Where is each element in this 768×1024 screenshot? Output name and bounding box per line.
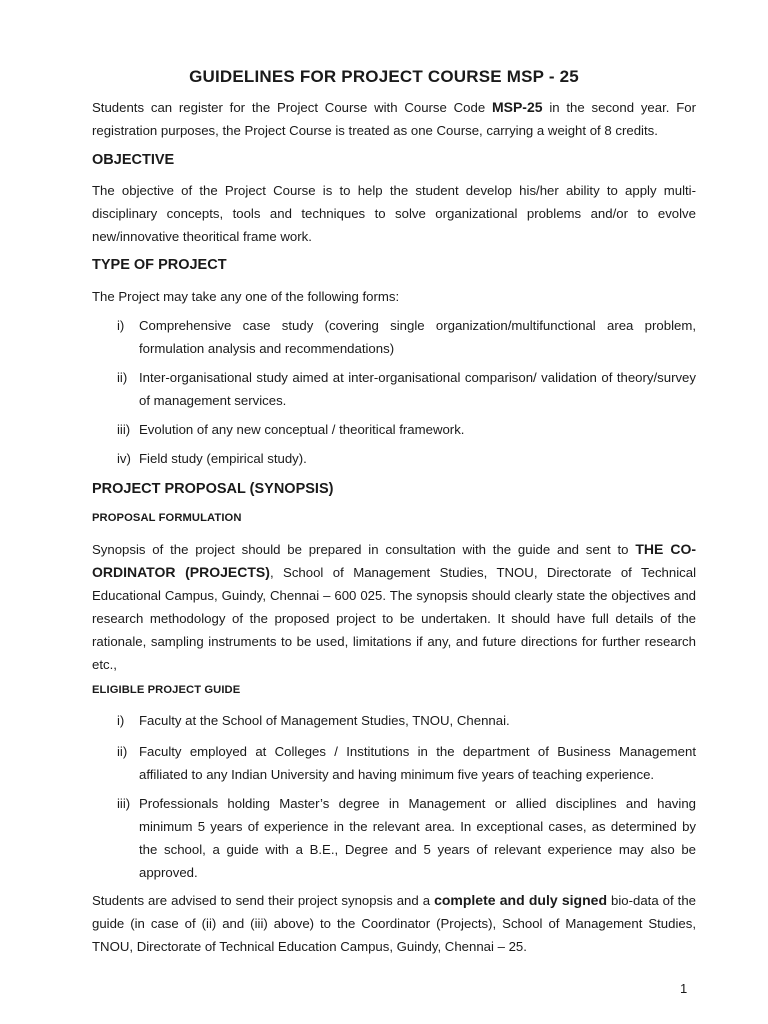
intro-text-post: in the second year. For registration purposes, the Project Course is treated as one Course, carrying a weight of 8 credits. — [92, 100, 696, 138]
list-item — [117, 792, 696, 884]
proposal-text-pre: Synopsis of the project should be prepared in consultation with the guide and sent to — [92, 542, 636, 557]
list-item — [117, 366, 696, 412]
page-title: GUIDELINES FOR PROJECT COURSE MSP - 25 — [189, 67, 579, 86]
type-of-project-lead: The Project may take any one of the following forms: — [92, 289, 400, 304]
objective-paragraph: The objective of the Project Course is to help the student develop his/her ability to apply multi-disciplinary concepts, tools and techniques to solve organizational problems and/or to evolve new/innovative theoritical frame work. — [92, 183, 696, 244]
list-item-text: Field study (empirical study). — [139, 451, 307, 466]
list-item-text: Faculty at the School of Management Studies, TNOU, Chennai. — [139, 713, 510, 728]
intro-text-pre: Students can register for the Project Course with Course Code — [92, 100, 492, 115]
objective-heading: OBJECTIVE — [92, 152, 175, 168]
list-item-number: i) — [117, 713, 125, 728]
list-item-text: Inter-organisational study aimed at inter-organisational comparison/ validation of theory/survey of management services. — [139, 370, 696, 408]
list-item-number: ii) — [117, 744, 128, 759]
proposal-heading: PROJECT PROPOSAL (SYNOPSIS) — [92, 481, 334, 497]
list-item-number: ii) — [117, 370, 128, 385]
list-item — [117, 709, 696, 732]
page-number: 1 — [680, 981, 688, 996]
list-item-text: Professionals holding Master’s degree in Management or allied disciplines and having minimum 5 years of experience in the relevant area. In exceptional cases, as determined by the school, a guide with a B.E., Degree and 5 years of relevant experience may also be approved. — [139, 796, 696, 880]
eligible-guide-heading: ELIGIBLE PROJECT GUIDE — [92, 684, 241, 696]
list-item-number: iii) — [117, 796, 131, 811]
list-item-number: i) — [117, 318, 125, 333]
list-item-number: iv) — [117, 451, 131, 466]
list-item-number: iii) — [117, 422, 131, 437]
proposal-text-post: , School of Management Studies, TNOU, Directorate of Technical Educational Campus, Guindy, Chennai – 600 025. The synopsis should clearly state the objectives and research methodology of the proposed project to be undertaken. It should have full details of the rationale, sampling instruments to be used, limitations if any, and future directions for further research etc., — [92, 565, 697, 672]
closing-bold: complete and duly signed — [434, 892, 607, 908]
closing-paragraph — [92, 889, 696, 958]
list-item — [117, 447, 696, 470]
list-item — [117, 314, 696, 360]
list-item-text: Faculty employed at Colleges / Institutions in the department of Business Management affiliated to any Indian University and having minimum five years of teaching experience. — [139, 744, 696, 782]
list-item — [117, 418, 696, 441]
closing-text-post: bio-data of the guide (in case of (ii) and (iii) above) to the Coordinator (Projects), School of Management Studies, TNOU, Directorate of Technical Education Campus, Guindy, Chennai – 25. — [92, 893, 696, 954]
list-item-text: Comprehensive case study (covering single organization/multifunctional area problem, formulation analysis and recommendations) — [139, 318, 696, 356]
type-of-project-heading: TYPE OF PROJECT — [92, 257, 227, 273]
list-item-text: Evolution of any new conceptual / theoritical framework. — [139, 422, 465, 437]
intro-paragraph — [92, 96, 696, 142]
course-code: MSP-25 — [491, 99, 543, 115]
proposal-formulation-heading: PROPOSAL FORMULATION — [92, 512, 242, 524]
proposal-paragraph — [92, 538, 696, 676]
coordinator-label: THE CO-ORDINATOR (PROJECTS) — [92, 541, 696, 580]
list-item — [117, 740, 696, 786]
closing-text-pre: Students are advised to send their project synopsis and a — [92, 893, 435, 908]
